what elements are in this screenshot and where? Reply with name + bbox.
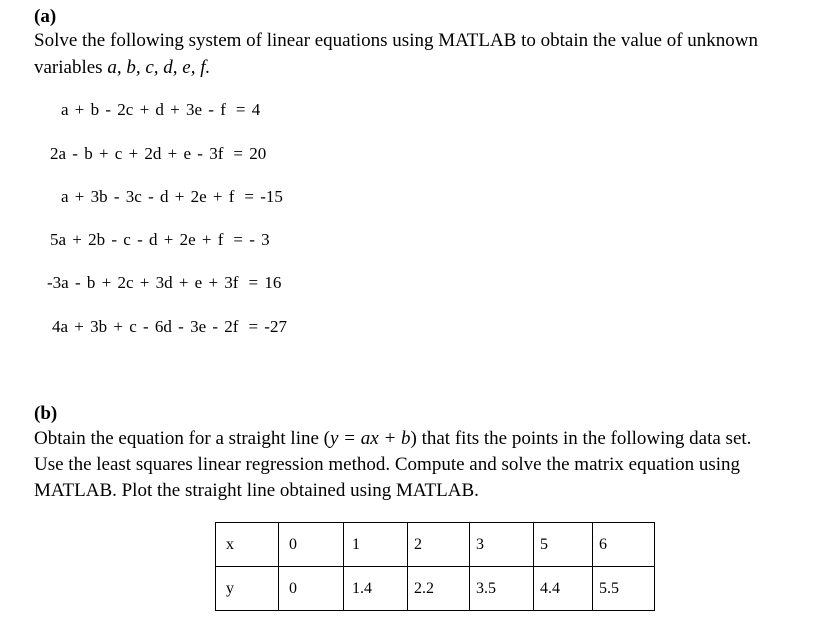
part-b-line1-suffix: ) that fits the points in the following data set. xyxy=(410,428,752,449)
table-cell-y: 3.5 xyxy=(470,567,534,611)
table-cell-x: 0 xyxy=(279,523,344,567)
equation-3-lhs: a + 3b - 3c - d + 2e + f xyxy=(61,187,235,206)
table-header-y: y xyxy=(216,567,279,611)
equation-5-rhs: = 16 xyxy=(248,273,282,292)
equation-5-lhs: -3a - b + 2c + 3d + e + 3f xyxy=(47,273,239,292)
table-cell-y: 4.4 xyxy=(534,567,593,611)
table-row-x xyxy=(216,523,655,567)
part-b-line1-prefix: Obtain the equation for a straight line ( xyxy=(34,428,330,449)
table-header-x: x xyxy=(216,523,279,567)
table-cell-x: 2 xyxy=(408,523,470,567)
equation-2 xyxy=(50,144,266,164)
table-cell-x: 5 xyxy=(534,523,593,567)
equation-2-lhs: 2a - b + c + 2d + e - 3f xyxy=(50,144,224,163)
part-b-line2: Use the least squares linear regression method. Compute and solve the matrix equation using xyxy=(34,454,740,475)
part-a-label: (a) xyxy=(34,6,57,27)
table-cell-x: 6 xyxy=(593,523,655,567)
line-formula: y = ax + b xyxy=(330,428,411,449)
equation-3 xyxy=(61,187,283,207)
equation-1 xyxy=(61,100,260,120)
equation-4-rhs: = - 3 xyxy=(233,230,270,249)
equation-4 xyxy=(50,230,270,250)
table-cell-y: 2.2 xyxy=(408,567,470,611)
part-b-line1 xyxy=(34,426,751,452)
equation-6 xyxy=(52,317,287,337)
part-a-intro-prefix: variables xyxy=(34,57,108,78)
part-b-line3: MATLAB. Plot the straight line obtained using MATLAB. xyxy=(34,480,479,501)
part-a-variables: a, b, c, d, e, f. xyxy=(107,57,211,78)
equation-4-lhs: 5a + 2b - c - d + 2e + f xyxy=(50,230,224,249)
equation-1-lhs: a + b - 2c + d + 3e - f xyxy=(61,100,226,119)
table-cell-y: 0 xyxy=(279,567,344,611)
equation-3-rhs: = -15 xyxy=(244,187,283,206)
table-row-y xyxy=(216,567,655,611)
table-cell-x: 3 xyxy=(470,523,534,567)
equation-6-rhs: = -27 xyxy=(248,317,287,336)
table-cell-y: 1.4 xyxy=(344,567,408,611)
equation-6-lhs: 4a + 3b + c - 6d - 3e - 2f xyxy=(52,317,239,336)
data-table xyxy=(215,522,655,611)
equation-1-rhs: = 4 xyxy=(235,100,261,119)
part-a-intro-line1: Solve the following system of linear equations using MATLAB to obtain the value of unknown xyxy=(34,30,759,51)
equation-2-rhs: = 20 xyxy=(233,144,267,163)
part-a-intro-line2 xyxy=(34,55,210,81)
equation-5 xyxy=(47,273,281,293)
part-b-label: (b) xyxy=(34,403,58,424)
table-cell-x: 1 xyxy=(344,523,408,567)
table-cell-y: 5.5 xyxy=(593,567,655,611)
